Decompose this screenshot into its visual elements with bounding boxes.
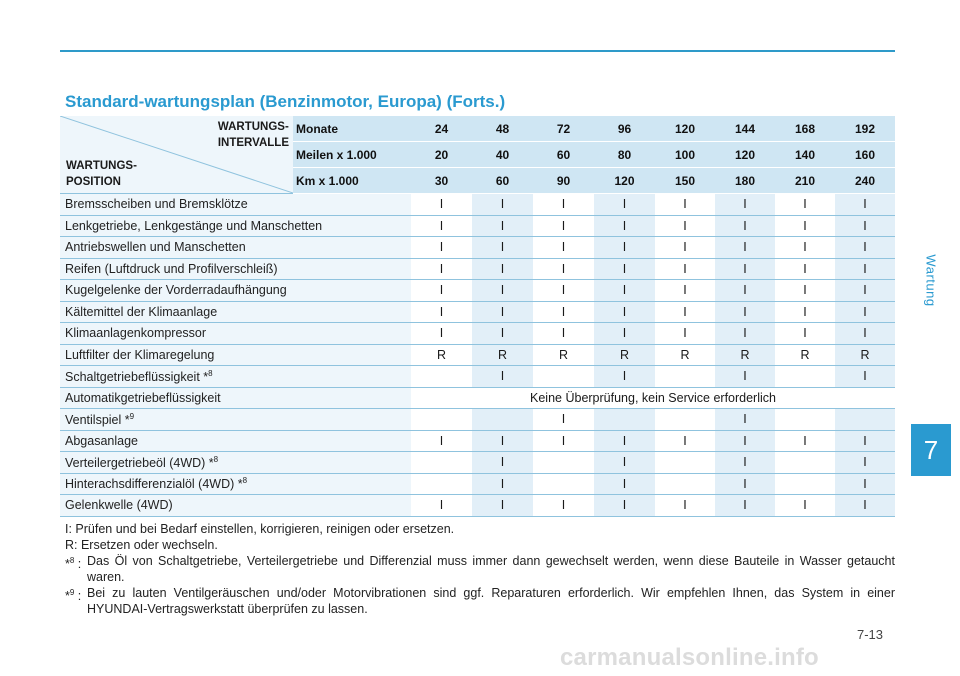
maintenance-item: Gelenkwelle (4WD) [60,495,411,517]
interval-value: 192 [835,116,895,142]
table-row [60,430,895,452]
schedule-cell: R [411,344,472,366]
schedule-cell: I [715,215,775,237]
table-row [60,215,895,237]
interval-value: 240 [835,168,895,194]
interval-value: 120 [655,116,715,142]
schedule-cell: I [655,430,715,452]
schedule-cell: I [533,194,594,216]
schedule-cell: I [715,301,775,323]
legend [65,521,895,617]
maintenance-item: Lenkgetriebe, Lenkgestänge und Manschetten [60,215,411,237]
corner-intervals-label: WARTUNGS- INTERVALLE [217,121,289,149]
schedule-cell: I [715,323,775,345]
schedule-cell: R [472,344,533,366]
schedule-cell: R [594,344,655,366]
interval-value: 90 [533,168,594,194]
schedule-cell [411,473,472,495]
schedule-cell: I [655,258,715,280]
interval-value: 120 [715,142,775,168]
watermark: carmanualsonline.info [560,644,819,671]
schedule-cell: I [411,215,472,237]
schedule-cell: I [835,258,895,280]
schedule-cell [533,473,594,495]
schedule-cell: R [835,344,895,366]
table-row [60,495,895,517]
schedule-cell: I [533,301,594,323]
interval-value: 168 [775,116,835,142]
maintenance-table [60,116,895,517]
schedule-cell: I [594,258,655,280]
table-row [60,280,895,302]
schedule-cell: I [472,301,533,323]
schedule-cell [472,409,533,431]
schedule-cell: I [715,280,775,302]
schedule-cell: I [594,280,655,302]
table-row [60,473,895,495]
schedule-cell: I [533,430,594,452]
interval-value: 96 [594,116,655,142]
schedule-cell: I [472,215,533,237]
interval-value: 72 [533,116,594,142]
schedule-cell: I [835,237,895,259]
table-row [60,237,895,259]
schedule-cell: I [411,194,472,216]
footnote-8: *$^8$ : Das Öl von Schaltgetriebe, Verteilergetriebe und Differenzial muss immer dann gewechselt werden, wenn diese Bauteile in Wasser getaucht waren. [65,554,895,584]
row-note: Keine Überprüfung, kein Service erforderlich [411,387,895,409]
schedule-cell: I [775,215,835,237]
schedule-cell: R [533,344,594,366]
schedule-cell: I [775,194,835,216]
schedule-cell: I [411,430,472,452]
schedule-cell: I [835,452,895,474]
schedule-cell [775,409,835,431]
interval-value: 40 [472,142,533,168]
schedule-cell: I [835,215,895,237]
schedule-cell: I [594,473,655,495]
legend-r: R: Ersetzen oder wechseln. [65,538,218,552]
schedule-cell: I [715,495,775,517]
schedule-cell: I [533,323,594,345]
schedule-cell: R [655,344,715,366]
table-row [60,258,895,280]
interval-value: 100 [655,142,715,168]
interval-unit-label: Meilen x 1.000 [293,142,411,168]
interval-value: 140 [775,142,835,168]
schedule-cell: I [594,430,655,452]
schedule-cell: I [715,409,775,431]
maintenance-item: Abgasanlage [60,430,411,452]
schedule-cell: I [594,366,655,388]
section-side-label: Wartung [923,253,939,307]
schedule-cell: I [775,237,835,259]
interval-value: 210 [775,168,835,194]
interval-value: 20 [411,142,472,168]
table-corner [60,116,293,194]
schedule-cell: I [835,366,895,388]
schedule-cell: I [775,495,835,517]
schedule-cell: I [835,323,895,345]
schedule-cell: I [533,409,594,431]
maintenance-item: Schaltgetriebeflüssigkeit *$^8$ [60,366,411,388]
interval-value: 80 [594,142,655,168]
schedule-cell [411,409,472,431]
interval-value: 180 [715,168,775,194]
chapter-tab[interactable]: 7 [911,424,951,476]
schedule-cell: I [411,301,472,323]
table-row [60,344,895,366]
schedule-cell: I [472,452,533,474]
table-row [60,194,895,216]
schedule-cell: I [655,301,715,323]
schedule-cell: I [594,495,655,517]
schedule-cell: I [472,237,533,259]
maintenance-item: Antriebswellen und Manschetten [60,237,411,259]
interval-unit-label: Monate [293,116,411,142]
schedule-cell: I [715,258,775,280]
schedule-cell: I [472,430,533,452]
schedule-cell: I [715,452,775,474]
maintenance-item: Hinterachsdifferenzialöl (4WD) *$^8$ [60,473,411,495]
schedule-cell: I [594,452,655,474]
schedule-cell: I [533,258,594,280]
maintenance-item: Bremsscheiben und Bremsklötze [60,194,411,216]
footnote-9: *$^9$ : Bei zu lauten Ventilgeräuschen und/oder Motorvibrationen sind ggf. Reparaturen erforderlich. Wir empfehlen Ihnen, das System in einer HYUNDAI-Vertragswerkstatt überprüfen zu lassen. [65,586,895,616]
schedule-cell: I [655,215,715,237]
schedule-cell: I [472,323,533,345]
schedule-cell: I [533,280,594,302]
interval-value: 24 [411,116,472,142]
legend-i: I: Prüfen und bei Bedarf einstellen, korrigieren, reinigen oder ersetzen. [65,522,455,536]
interval-value: 60 [533,142,594,168]
schedule-cell: I [472,366,533,388]
schedule-cell: I [835,194,895,216]
schedule-cell: I [775,430,835,452]
maintenance-item: Ventilspiel *$^9$ [60,409,411,431]
schedule-cell: I [411,280,472,302]
schedule-cell: R [715,344,775,366]
schedule-cell: I [655,194,715,216]
schedule-cell: I [715,430,775,452]
schedule-cell: I [835,301,895,323]
schedule-cell [775,473,835,495]
schedule-cell: I [472,280,533,302]
schedule-cell [835,409,895,431]
maintenance-item: Kugelgelenke der Vorderradaufhängung [60,280,411,302]
interval-value: 30 [411,168,472,194]
schedule-cell: I [411,258,472,280]
header-row [60,116,895,142]
schedule-cell: I [594,237,655,259]
schedule-cell: I [835,473,895,495]
schedule-cell [594,409,655,431]
schedule-cell [655,409,715,431]
interval-value: 48 [472,116,533,142]
schedule-cell [533,366,594,388]
schedule-cell: I [411,495,472,517]
schedule-cell: I [715,366,775,388]
interval-value: 160 [835,142,895,168]
page-title: Standard-wartungsplan (Benzinmotor, Europa) (Forts.) [65,92,506,111]
table-row [60,366,895,388]
schedule-cell: I [594,194,655,216]
schedule-cell: I [715,473,775,495]
table-body [60,116,895,516]
schedule-cell [655,452,715,474]
maintenance-item: Klimaanlagenkompressor [60,323,411,345]
schedule-cell: I [533,237,594,259]
schedule-cell: I [472,473,533,495]
schedule-cell: R [775,344,835,366]
table-row [60,387,895,409]
maintenance-item: Reifen (Luftdruck und Profilverschleiß) [60,258,411,280]
schedule-cell: I [594,215,655,237]
page-number: 7-13 [857,627,884,642]
maintenance-item: Automatikgetriebeflüssigkeit [60,387,411,409]
interval-unit-label: Km x 1.000 [293,168,411,194]
schedule-cell: I [775,258,835,280]
schedule-cell: I [655,237,715,259]
top-rule [60,50,895,52]
maintenance-item: Verteilergetriebeöl (4WD) *$^8$ [60,452,411,474]
schedule-cell: I [775,301,835,323]
maintenance-item: Luftfilter der Klimaregelung [60,344,411,366]
schedule-cell: I [472,495,533,517]
interval-value: 120 [594,168,655,194]
schedule-cell: I [411,323,472,345]
schedule-cell: I [655,495,715,517]
maintenance-item: Kältemittel der Klimaanlage [60,301,411,323]
table-row [60,323,895,345]
schedule-cell: I [533,495,594,517]
schedule-cell: I [655,323,715,345]
schedule-cell [411,452,472,474]
schedule-cell: I [775,323,835,345]
schedule-cell: I [835,280,895,302]
schedule-cell: I [775,280,835,302]
schedule-cell [775,366,835,388]
interval-value: 150 [655,168,715,194]
schedule-cell: I [594,323,655,345]
schedule-cell: I [655,280,715,302]
schedule-cell: I [835,495,895,517]
interval-value: 60 [472,168,533,194]
schedule-cell [655,366,715,388]
schedule-cell: I [715,194,775,216]
table-row [60,301,895,323]
interval-value: 144 [715,116,775,142]
corner-position-label: WARTUNGS- POSITION [66,160,137,188]
schedule-cell: I [472,258,533,280]
schedule-cell: I [715,237,775,259]
table-row [60,409,895,431]
schedule-cell [411,366,472,388]
schedule-cell: I [594,301,655,323]
schedule-cell: I [533,215,594,237]
schedule-cell: I [472,194,533,216]
schedule-cell [533,452,594,474]
schedule-cell [655,473,715,495]
schedule-cell: I [835,430,895,452]
table-row [60,452,895,474]
schedule-cell [775,452,835,474]
schedule-cell: I [411,237,472,259]
